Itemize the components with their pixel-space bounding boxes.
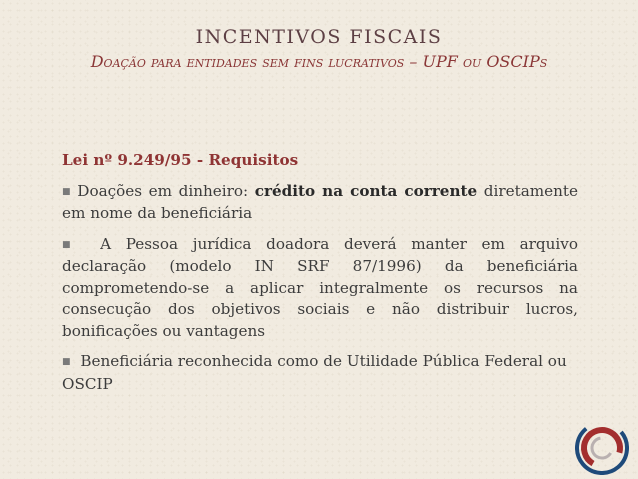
- bullet-item-1: [62, 181, 578, 225]
- bullet-3-text: Beneficiária reconhecida como de Utilidade Pública Federal ou OSCIP: [62, 352, 567, 393]
- swirl-logo-icon: [575, 421, 629, 475]
- bullet-1-text-start: Doações em dinheiro:: [77, 181, 255, 200]
- bullet-item-2: [62, 234, 578, 343]
- bullet-2-text: A Pessoa jurídica doadora deverá manter em arquivo declaração (modelo IN SRF 87/1996) da beneficiária comprometendo-se a aplicar integralmente os recursos na consecução dos objetivos sociais e não distribuir lucros, bonificações ou vantagens: [62, 234, 579, 340]
- slide-title: INCENTIVOS FISCAIS: [195, 26, 443, 48]
- square-bullet-icon: ■: [62, 186, 73, 197]
- slide-subtitle: Doação para entidades sem fins lucrativos – UPF ou OSCIPs: [90, 52, 548, 71]
- title-block: [0, 26, 638, 72]
- slide-content: [62, 150, 578, 404]
- section-heading: Lei nº 9.249/95 - Requisitos: [62, 151, 299, 169]
- bullet-1-bold-text: crédito na conta corrente: [254, 181, 478, 200]
- square-bullet-icon: ■: [62, 239, 81, 250]
- bullet-item-3: [62, 351, 578, 395]
- bullet-1-text-end: diretamente em nome da beneficiária: [62, 181, 579, 222]
- square-bullet-icon: ■: [62, 357, 71, 367]
